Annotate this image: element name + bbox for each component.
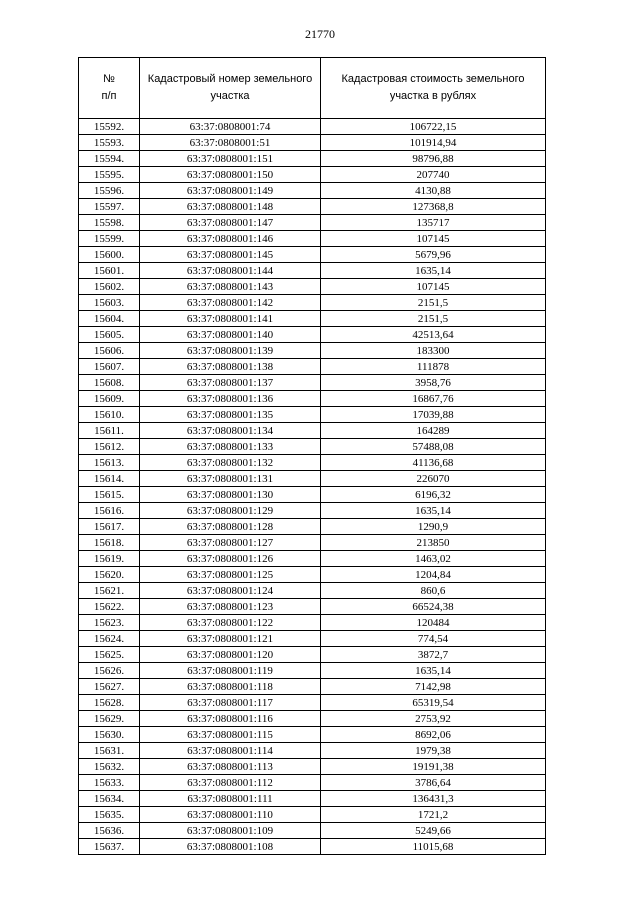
cadastral-number-cell: 63:37:0808001:148 xyxy=(140,199,321,215)
table-row xyxy=(79,487,546,503)
cadastral-number-cell: 63:37:0808001:134 xyxy=(140,423,321,439)
row-number-cell: 15628. xyxy=(79,695,140,711)
table-row xyxy=(79,263,546,279)
table-row xyxy=(79,551,546,567)
cadastral-value-cell: 42513,64 xyxy=(321,327,546,343)
row-number-cell: 15618. xyxy=(79,535,140,551)
table-row xyxy=(79,727,546,743)
cadastral-value-cell: 6196,32 xyxy=(321,487,546,503)
row-number-cell: 15594. xyxy=(79,151,140,167)
row-number-cell: 15605. xyxy=(79,327,140,343)
row-number-cell: 15612. xyxy=(79,439,140,455)
table-row xyxy=(79,743,546,759)
cadastral-number-cell: 63:37:0808001:114 xyxy=(140,743,321,759)
cadastral-value-cell: 5679,96 xyxy=(321,247,546,263)
table-row xyxy=(79,327,546,343)
cadastral-value-cell: 11015,68 xyxy=(321,839,546,855)
table-row xyxy=(79,455,546,471)
row-number-cell: 15599. xyxy=(79,231,140,247)
cadastral-number-cell: 63:37:0808001:118 xyxy=(140,679,321,695)
table-row xyxy=(79,343,546,359)
cadastral-number-cell: 63:37:0808001:122 xyxy=(140,615,321,631)
cadastral-value-cell: 4130,88 xyxy=(321,183,546,199)
table-row xyxy=(79,647,546,663)
row-number-cell: 15592. xyxy=(79,119,140,135)
cadastral-number-cell: 63:37:0808001:74 xyxy=(140,119,321,135)
table-row xyxy=(79,231,546,247)
header-cadastral-number: Кадастровый номер земельного участка xyxy=(140,58,321,119)
row-number-cell: 15615. xyxy=(79,487,140,503)
row-number-cell: 15593. xyxy=(79,135,140,151)
cadastral-value-cell: 226070 xyxy=(321,471,546,487)
cadastral-value-cell: 120484 xyxy=(321,615,546,631)
cadastral-number-cell: 63:37:0808001:109 xyxy=(140,823,321,839)
row-number-cell: 15629. xyxy=(79,711,140,727)
table-row xyxy=(79,711,546,727)
table-row xyxy=(79,583,546,599)
cadastral-value-cell: 57488,08 xyxy=(321,439,546,455)
cadastral-value-cell: 111878 xyxy=(321,359,546,375)
row-number-cell: 15630. xyxy=(79,727,140,743)
row-number-cell: 15595. xyxy=(79,167,140,183)
cadastral-value-cell: 127368,8 xyxy=(321,199,546,215)
cadastral-value-cell: 3958,76 xyxy=(321,375,546,391)
cadastral-value-cell: 106722,15 xyxy=(321,119,546,135)
cadastral-value-cell: 101914,94 xyxy=(321,135,546,151)
row-number-cell: 15636. xyxy=(79,823,140,839)
cadastral-value-cell: 1290,9 xyxy=(321,519,546,535)
row-number-cell: 15620. xyxy=(79,567,140,583)
cadastral-number-cell: 63:37:0808001:149 xyxy=(140,183,321,199)
row-number-cell: 15623. xyxy=(79,615,140,631)
row-number-cell: 15610. xyxy=(79,407,140,423)
cadastral-number-cell: 63:37:0808001:140 xyxy=(140,327,321,343)
cadastral-number-cell: 63:37:0808001:136 xyxy=(140,391,321,407)
table-row xyxy=(79,615,546,631)
row-number-cell: 15606. xyxy=(79,343,140,359)
table-header-row xyxy=(79,58,546,119)
row-number-cell: 15627. xyxy=(79,679,140,695)
cadastral-value-cell: 164289 xyxy=(321,423,546,439)
row-number-cell: 15609. xyxy=(79,391,140,407)
cadastral-value-table xyxy=(78,57,546,855)
cadastral-number-cell: 63:37:0808001:130 xyxy=(140,487,321,503)
row-number-cell: 15625. xyxy=(79,647,140,663)
cadastral-value-cell: 3872,7 xyxy=(321,647,546,663)
cadastral-number-cell: 63:37:0808001:110 xyxy=(140,807,321,823)
row-number-cell: 15622. xyxy=(79,599,140,615)
cadastral-value-cell: 213850 xyxy=(321,535,546,551)
cadastral-value-cell: 207740 xyxy=(321,167,546,183)
table-row xyxy=(79,215,546,231)
table-row xyxy=(79,679,546,695)
cadastral-value-cell: 1635,14 xyxy=(321,663,546,679)
cadastral-number-cell: 63:37:0808001:139 xyxy=(140,343,321,359)
cadastral-value-cell: 2151,5 xyxy=(321,311,546,327)
cadastral-value-cell: 98796,88 xyxy=(321,151,546,167)
cadastral-number-cell: 63:37:0808001:133 xyxy=(140,439,321,455)
table-row xyxy=(79,119,546,135)
cadastral-number-cell: 63:37:0808001:124 xyxy=(140,583,321,599)
table-row xyxy=(79,439,546,455)
cadastral-number-cell: 63:37:0808001:127 xyxy=(140,535,321,551)
table-row xyxy=(79,839,546,855)
row-number-cell: 15632. xyxy=(79,759,140,775)
cadastral-value-cell: 860,6 xyxy=(321,583,546,599)
table-row xyxy=(79,471,546,487)
row-number-cell: 15602. xyxy=(79,279,140,295)
table-row xyxy=(79,247,546,263)
table-row xyxy=(79,183,546,199)
cadastral-value-cell: 2151,5 xyxy=(321,295,546,311)
cadastral-number-cell: 63:37:0808001:151 xyxy=(140,151,321,167)
cadastral-number-cell: 63:37:0808001:116 xyxy=(140,711,321,727)
row-number-cell: 15608. xyxy=(79,375,140,391)
cadastral-number-cell: 63:37:0808001:147 xyxy=(140,215,321,231)
row-number-cell: 15619. xyxy=(79,551,140,567)
table-row xyxy=(79,167,546,183)
table-row xyxy=(79,359,546,375)
cadastral-number-cell: 63:37:0808001:117 xyxy=(140,695,321,711)
table-row xyxy=(79,663,546,679)
row-number-cell: 15616. xyxy=(79,503,140,519)
table-row xyxy=(79,135,546,151)
cadastral-number-cell: 63:37:0808001:137 xyxy=(140,375,321,391)
cadastral-number-cell: 63:37:0808001:131 xyxy=(140,471,321,487)
table-row xyxy=(79,695,546,711)
table-row xyxy=(79,807,546,823)
table-row xyxy=(79,535,546,551)
cadastral-number-cell: 63:37:0808001:126 xyxy=(140,551,321,567)
cadastral-value-cell: 41136,68 xyxy=(321,455,546,471)
cadastral-value-cell: 3786,64 xyxy=(321,775,546,791)
cadastral-number-cell: 63:37:0808001:144 xyxy=(140,263,321,279)
table-row xyxy=(79,823,546,839)
cadastral-value-cell: 1463,02 xyxy=(321,551,546,567)
cadastral-value-cell: 17039,88 xyxy=(321,407,546,423)
table-row xyxy=(79,375,546,391)
cadastral-value-cell: 16867,76 xyxy=(321,391,546,407)
table-row xyxy=(79,199,546,215)
table-row xyxy=(79,791,546,807)
table-row xyxy=(79,407,546,423)
row-number-cell: 15617. xyxy=(79,519,140,535)
row-number-cell: 15631. xyxy=(79,743,140,759)
cadastral-number-cell: 63:37:0808001:123 xyxy=(140,599,321,615)
cadastral-value-cell: 65319,54 xyxy=(321,695,546,711)
cadastral-value-cell: 1721,2 xyxy=(321,807,546,823)
cadastral-number-cell: 63:37:0808001:112 xyxy=(140,775,321,791)
cadastral-number-cell: 63:37:0808001:128 xyxy=(140,519,321,535)
row-number-cell: 15601. xyxy=(79,263,140,279)
cadastral-number-cell: 63:37:0808001:111 xyxy=(140,791,321,807)
row-number-cell: 15598. xyxy=(79,215,140,231)
cadastral-value-cell: 136431,3 xyxy=(321,791,546,807)
table-row xyxy=(79,519,546,535)
cadastral-value-cell: 1979,38 xyxy=(321,743,546,759)
table-row xyxy=(79,567,546,583)
row-number-cell: 15633. xyxy=(79,775,140,791)
row-number-cell: 15604. xyxy=(79,311,140,327)
cadastral-number-cell: 63:37:0808001:115 xyxy=(140,727,321,743)
cadastral-value-cell: 5249,66 xyxy=(321,823,546,839)
cadastral-number-cell: 63:37:0808001:150 xyxy=(140,167,321,183)
row-number-cell: 15597. xyxy=(79,199,140,215)
cadastral-value-cell: 66524,38 xyxy=(321,599,546,615)
header-number: № п/п xyxy=(79,58,140,119)
cadastral-value-cell: 1204,84 xyxy=(321,567,546,583)
cadastral-number-cell: 63:37:0808001:132 xyxy=(140,455,321,471)
row-number-cell: 15621. xyxy=(79,583,140,599)
table-row xyxy=(79,151,546,167)
cadastral-value-cell: 135717 xyxy=(321,215,546,231)
row-number-cell: 15611. xyxy=(79,423,140,439)
cadastral-value-cell: 774,54 xyxy=(321,631,546,647)
row-number-cell: 15635. xyxy=(79,807,140,823)
table-row xyxy=(79,503,546,519)
row-number-cell: 15613. xyxy=(79,455,140,471)
row-number-cell: 15637. xyxy=(79,839,140,855)
table-body xyxy=(79,119,546,855)
row-number-cell: 15607. xyxy=(79,359,140,375)
row-number-cell: 15614. xyxy=(79,471,140,487)
cadastral-number-cell: 63:37:0808001:143 xyxy=(140,279,321,295)
cadastral-number-cell: 63:37:0808001:125 xyxy=(140,567,321,583)
table-row xyxy=(79,759,546,775)
cadastral-number-cell: 63:37:0808001:146 xyxy=(140,231,321,247)
cadastral-number-cell: 63:37:0808001:129 xyxy=(140,503,321,519)
cadastral-value-cell: 7142,98 xyxy=(321,679,546,695)
table-row xyxy=(79,631,546,647)
cadastral-number-cell: 63:37:0808001:113 xyxy=(140,759,321,775)
cadastral-number-cell: 63:37:0808001:141 xyxy=(140,311,321,327)
cadastral-number-cell: 63:37:0808001:145 xyxy=(140,247,321,263)
table-row xyxy=(79,775,546,791)
table-row xyxy=(79,279,546,295)
row-number-cell: 15600. xyxy=(79,247,140,263)
table-row xyxy=(79,391,546,407)
table-row xyxy=(79,295,546,311)
cadastral-value-cell: 107145 xyxy=(321,231,546,247)
cadastral-value-cell: 1635,14 xyxy=(321,503,546,519)
cadastral-number-cell: 63:37:0808001:121 xyxy=(140,631,321,647)
cadastral-value-cell: 183300 xyxy=(321,343,546,359)
row-number-cell: 15624. xyxy=(79,631,140,647)
cadastral-number-cell: 63:37:0808001:119 xyxy=(140,663,321,679)
table-row xyxy=(79,311,546,327)
cadastral-number-cell: 63:37:0808001:108 xyxy=(140,839,321,855)
header-cadastral-value: Кадастровая стоимость земельного участка в рублях xyxy=(321,58,546,119)
row-number-cell: 15626. xyxy=(79,663,140,679)
cadastral-value-cell: 8692,06 xyxy=(321,727,546,743)
row-number-cell: 15603. xyxy=(79,295,140,311)
cadastral-value-cell: 2753,92 xyxy=(321,711,546,727)
page-number: 21770 xyxy=(305,27,335,41)
row-number-cell: 15634. xyxy=(79,791,140,807)
cadastral-number-cell: 63:37:0808001:135 xyxy=(140,407,321,423)
cadastral-number-cell: 63:37:0808001:138 xyxy=(140,359,321,375)
table-row xyxy=(79,423,546,439)
cadastral-value-cell: 107145 xyxy=(321,279,546,295)
cadastral-number-cell: 63:37:0808001:142 xyxy=(140,295,321,311)
cadastral-number-cell: 63:37:0808001:120 xyxy=(140,647,321,663)
cadastral-value-cell: 1635,14 xyxy=(321,263,546,279)
row-number-cell: 15596. xyxy=(79,183,140,199)
cadastral-value-cell: 19191,38 xyxy=(321,759,546,775)
table-row xyxy=(79,599,546,615)
cadastral-number-cell: 63:37:0808001:51 xyxy=(140,135,321,151)
